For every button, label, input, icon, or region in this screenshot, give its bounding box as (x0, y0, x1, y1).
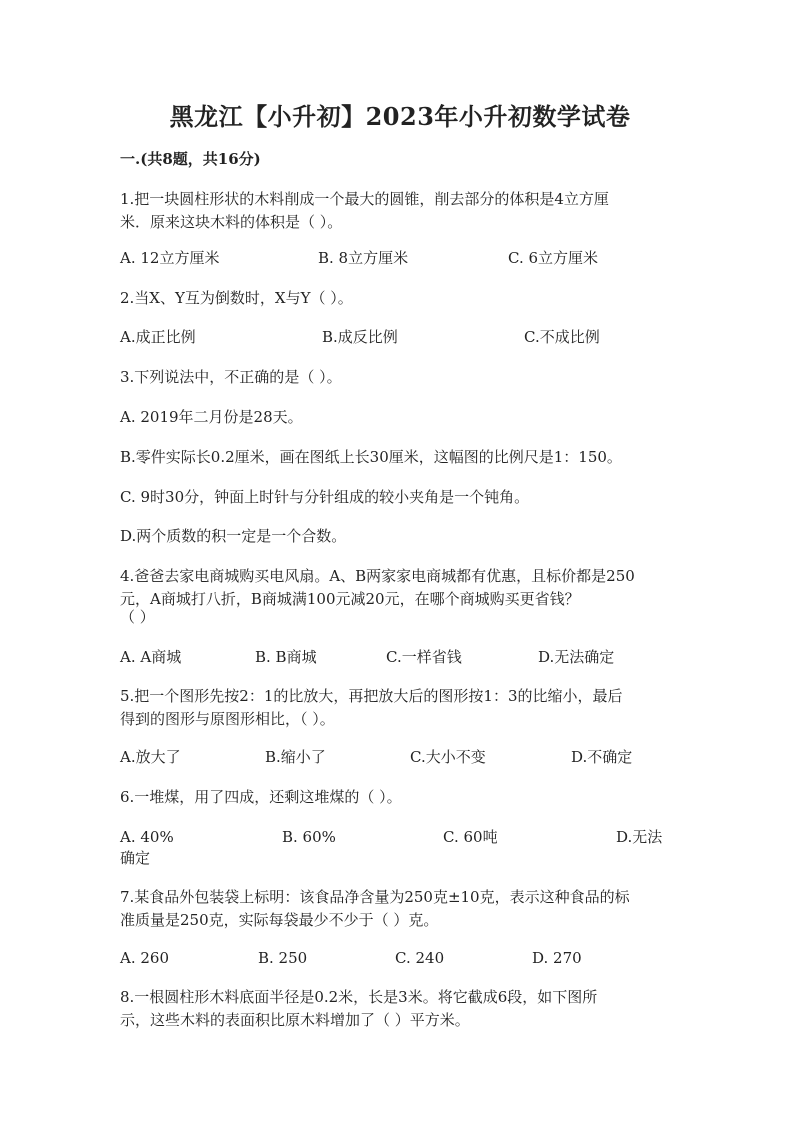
question-7-option-c: C. 240 (395, 949, 445, 967)
question-6-option-a: A. 40% (120, 828, 174, 846)
question-4-stem-line-1: 4.爸爸去家电商城购买电风扇。A、B两家家电商城都有优惠，且标价都是250 (120, 567, 635, 585)
question-1-option-a: A. 12立方厘米 (120, 249, 220, 267)
question-2-option-c: C.不成比例 (524, 328, 600, 346)
question-8-stem-line-2: 示，这些木料的表面积比原木料增加了（ ）平方米。 (120, 1011, 470, 1029)
question-3-option-c: C. 9时30分，钟面上时针与分针组成的较小夹角是一个钝角。 (120, 488, 530, 506)
question-7-option-d: D. 270 (532, 949, 582, 967)
question-5-option-b: B.缩小了 (265, 748, 326, 766)
question-4-option-d: D.无法确定 (538, 648, 615, 666)
question-1-option-b: B. 8立方厘米 (318, 249, 409, 267)
question-4-option-b: B. B商城 (255, 648, 317, 666)
question-6-option-c: C. 60吨 (443, 828, 498, 846)
question-6-stem: 6.一堆煤，用了四成，还剩这堆煤的（ ）。 (120, 788, 402, 806)
question-3-option-a: A. 2019年二月份是28天。 (120, 408, 303, 426)
question-7-stem-line-1: 7.某食品外包装袋上标明：该食品净含量为250克±10克，表示这种食品的标 (120, 888, 630, 906)
question-3-stem: 3.下列说法中，不正确的是（ ）。 (120, 368, 342, 386)
question-6-option-d: D.无法 (616, 828, 663, 846)
question-5-option-a: A.放大了 (120, 748, 181, 766)
question-8-stem-line-1: 8.一根圆柱形木料底面半径是0.2米，长是3米。将它截成6段，如下图所 (120, 988, 598, 1006)
question-5-stem-line-2: 得到的图形与原图形相比，（ ）。 (120, 710, 335, 728)
section-heading: 一.(共8题，共16分) (120, 150, 261, 168)
question-6-option-b: B. 60% (282, 828, 336, 846)
question-4-stem-line-2: 元，A商城打八折，B商城满100元减20元，在哪个商城购买更省钱？ (120, 590, 580, 608)
question-4-stem-line-3: （ ） (120, 608, 155, 626)
page-title: 黑龙江【小升初】2023年小升初数学试卷 (169, 102, 631, 131)
question-1-stem-line-2: 米．原来这块木料的体积是（ ）。 (120, 213, 343, 231)
question-2-stem: 2.当X、Y互为倒数时，X与Y（ ）。 (120, 289, 353, 307)
question-2-option-a: A.成正比例 (120, 328, 196, 346)
question-3-option-b: B.零件实际长0.2厘米，画在图纸上长30厘米，这幅图的比例尺是1：150。 (120, 448, 622, 466)
question-4-option-c: C.一样省钱 (386, 648, 462, 666)
question-4-option-a: A. A商城 (120, 648, 182, 666)
question-1-stem-line-1: 1.把一块圆柱形状的木料削成一个最大的圆锥，削去部分的体积是4立方厘 (120, 190, 609, 208)
question-3-option-d: D.两个质数的积一定是一个合数。 (120, 527, 347, 545)
question-5-option-c: C.大小不变 (410, 748, 486, 766)
question-6-option-d-wrap: 确定 (120, 849, 151, 867)
question-5-option-d: D.不确定 (571, 748, 633, 766)
question-2-option-b: B.成反比例 (322, 328, 398, 346)
question-7-stem-line-2: 准质量是250克，实际每袋最少不少于（ ）克。 (120, 911, 439, 929)
question-1-option-c: C. 6立方厘米 (508, 249, 599, 267)
question-7-option-a: A. 260 (120, 949, 169, 967)
question-5-stem-line-1: 5.把一个图形先按2：1的比放大，再把放大后的图形按1：3的比缩小，最后 (120, 687, 623, 705)
question-7-option-b: B. 250 (258, 949, 308, 967)
